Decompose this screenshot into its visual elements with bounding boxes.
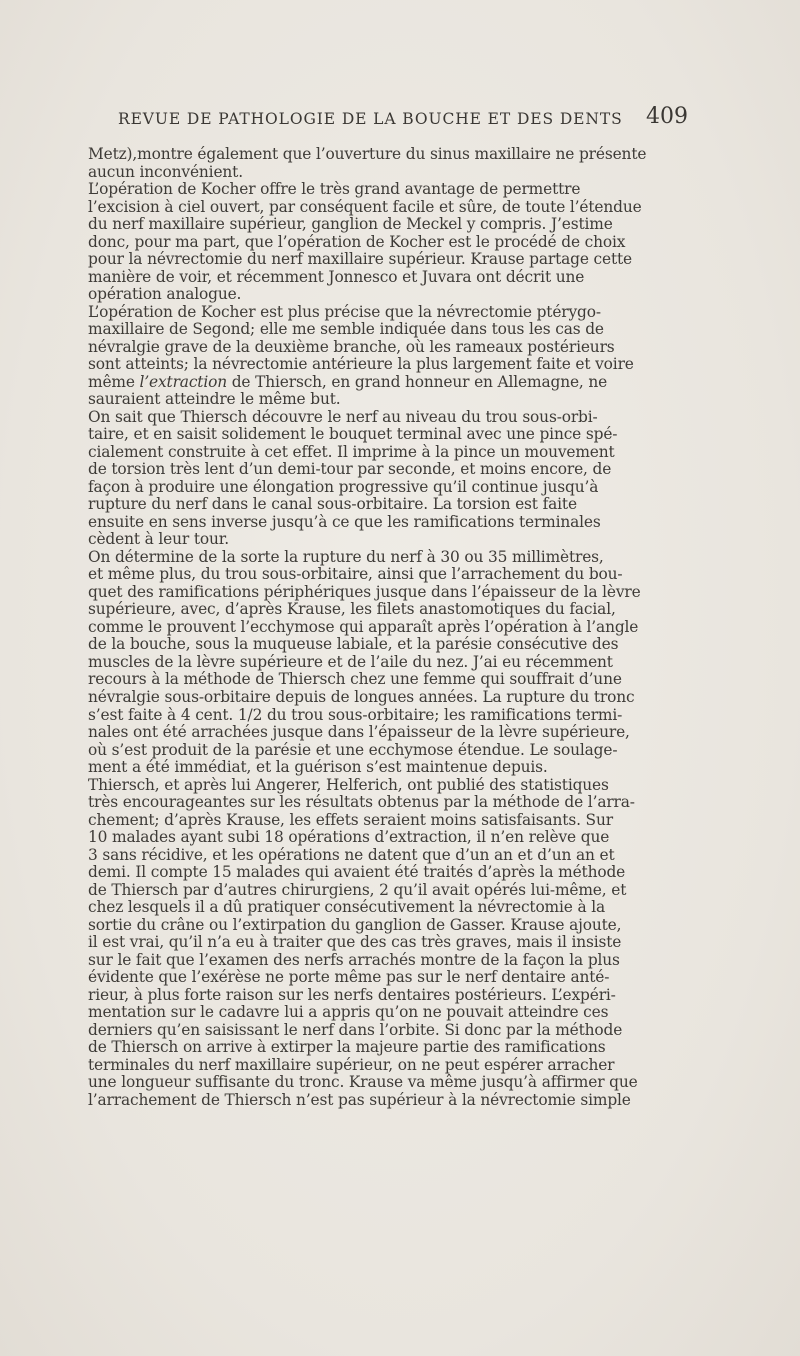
- text-line: l’arrachement de Thiersch n’est pas supérieur à la névrectomie simple: [88, 1090, 631, 1109]
- italic-term: l’extraction: [139, 372, 227, 391]
- text-line: muscles de la lèvre supérieure et de l’aile du nez. J’ai eu récemment: [88, 652, 613, 671]
- text-line: chement; d’après Krause, les effets seraient moins satisfaisants. Sur: [88, 810, 613, 829]
- page-number: 409: [646, 104, 688, 129]
- text-line: ment a été immédiat, et la guérison s’est maintenue depuis.: [88, 758, 548, 777]
- text-line: et même plus, du trou sous-orbitaire, ainsi que l’arrachement du bou-: [88, 565, 623, 584]
- text-line: comme le prouvent l’ecchymose qui apparaît après l’opération à l’angle: [88, 617, 639, 636]
- paragraph-6: [88, 777, 688, 1110]
- text-line: façon à produire une élongation progressive qu’il continue jusqu’à: [88, 477, 599, 496]
- text-line: de Thiersch on arrive à extirper la majeure partie des ramifications: [88, 1038, 606, 1057]
- text-line: manière de voir, et récemment Jonnesco et Juvara ont décrit une: [88, 267, 585, 286]
- text-line: 3 sans récidive, et les opérations ne datent que d’un an et d’un an et: [88, 845, 615, 864]
- text-line: cialement construite à cet effet. Il imprime à la pince un mouvement: [88, 442, 615, 461]
- text-line: On détermine de la sorte la rupture du nerf à 30 ou 35 millimètres,: [88, 547, 604, 566]
- text-line: du nerf maxillaire supérieur, ganglion de Meckel y compris. J’estime: [88, 215, 613, 234]
- text-line: Thiersch, et après lui Angerer, Helferich, ont publié des statistiques: [88, 775, 609, 794]
- paragraph-5: [88, 549, 688, 777]
- page-header: [88, 100, 688, 140]
- text-line: L’opération de Kocher offre le très grand avantage de permettre: [88, 180, 581, 199]
- paragraph-3: [88, 304, 688, 409]
- text-line: L’opération de Kocher est plus précise que la névrectomie ptérygo-: [88, 302, 601, 321]
- text-line: névralgie grave de la deuxième branche, où les rameaux postérieurs: [88, 337, 615, 356]
- text-line: sont atteints; la névrectomie antérieure la plus largement faite et voire: [88, 355, 634, 374]
- paragraph-4: [88, 409, 688, 549]
- text-line: Metz),montre également que l’ouverture du sinus maxillaire ne présente: [88, 145, 647, 163]
- text-line: recours à la méthode de Thiersch chez une femme qui souffrait d’une: [88, 670, 622, 689]
- text-line: 10 malades ayant subi 18 opérations d’extraction, il n’en relève que: [88, 828, 610, 847]
- text-line: où s’est produit de la parésie et une ecchymose étendue. Le soulage-: [88, 740, 618, 759]
- text-line: sortie du crâne ou l’extirpation du ganglion de Gasser. Krause ajoute,: [88, 915, 622, 934]
- text-line: mentation sur le cadavre lui a appris qu’on ne pouvait atteindre ces: [88, 1003, 609, 1022]
- text-line: quet des ramifications périphériques jusque dans l’épaisseur de la lèvre: [88, 582, 641, 601]
- text-line: sur le fait que l’examen des nerfs arrachés montre de la façon la plus: [88, 950, 620, 969]
- text-line: très encourageantes sur les résultats obtenus par la méthode de l’arra-: [88, 793, 635, 812]
- text-line: taire, et en saisit solidement le bouquet terminal avec une pince spé-: [88, 425, 618, 444]
- paragraph-1: [88, 146, 688, 181]
- text-line: de torsion très lent d’un demi-tour par seconde, et moins encore, de: [88, 460, 612, 479]
- text-line: maxillaire de Segond; elle me semble indiquée dans tous les cas de: [88, 320, 604, 339]
- text-line: une longueur suffisante du tronc. Krause va même jusqu’à affirmer que: [88, 1073, 638, 1092]
- text-line: donc, pour ma part, que l’opération de Kocher est le procédé de choix: [88, 232, 626, 251]
- text-line: terminales du nerf maxillaire supérieur, on ne peut espérer arracher: [88, 1055, 615, 1074]
- text-line: aucun inconvénient.: [88, 162, 243, 181]
- text-line: rieur, à plus forte raison sur les nerfs dentaires postérieurs. L’expéri-: [88, 985, 616, 1004]
- text-line: névralgie sous-orbitaire depuis de longues années. La rupture du tronc: [88, 687, 635, 706]
- text-line: nales ont été arrachées jusque dans l’épaisseur de la lèvre supérieure,: [88, 723, 630, 742]
- text-line: [88, 373, 607, 391]
- text-line: sauraient atteindre le même but.: [88, 390, 341, 409]
- text-line: de la bouche, sous la muqueuse labiale, et la parésie consécutive des: [88, 635, 619, 654]
- text-line: de Thiersch par d’autres chirurgiens, 2 qu’il avait opérés lui-même, et: [88, 880, 627, 899]
- text-fragment: de Thiersch, en grand honneur en Allemagne, ne: [226, 372, 608, 391]
- text-line: chez lesquels il a dû pratiquer consécutivement la névrectomie à la: [88, 898, 606, 917]
- text-line: l’excision à ciel ouvert, par conséquent facile et sûre, de toute l’étendue: [88, 197, 642, 216]
- body-text: [88, 146, 688, 1109]
- text-line: rupture du nerf dans le canal sous-orbitaire. La torsion est faite: [88, 495, 577, 514]
- text-line: pour la névrectomie du nerf maxillaire supérieur. Krause partage cette: [88, 250, 632, 269]
- running-head: REVUE DE PATHOLOGIE DE LA BOUCHE ET DES DENTS: [118, 110, 623, 128]
- text-line: ensuite en sens inverse jusqu’à ce que les ramifications terminales: [88, 512, 601, 531]
- text-fragment: même: [88, 372, 140, 391]
- paragraph-2: [88, 181, 688, 304]
- text-line: il est vrai, qu’il n’a eu à traiter que des cas très graves, mais il insiste: [88, 933, 622, 952]
- text-line: demi. Il compte 15 malades qui avaient été traités d’après la méthode: [88, 863, 626, 882]
- text-line: s’est faite à 4 cent. 1/2 du trou sous-orbitaire; les ramifications termi-: [88, 705, 623, 724]
- text-line: opération analogue.: [88, 285, 242, 304]
- text-line: derniers qu’en saisissant le nerf dans l’orbite. Si donc par la méthode: [88, 1020, 623, 1039]
- text-line: supérieure, avec, d’après Krause, les filets anastomotiques du facial,: [88, 600, 616, 619]
- text-line: On sait que Thiersch découvre le nerf au niveau du trou sous-orbi-: [88, 407, 598, 426]
- text-line: évidente que l’exérèse ne porte même pas sur le nerf dentaire anté-: [88, 968, 610, 987]
- text-line: cèdent à leur tour.: [88, 530, 230, 549]
